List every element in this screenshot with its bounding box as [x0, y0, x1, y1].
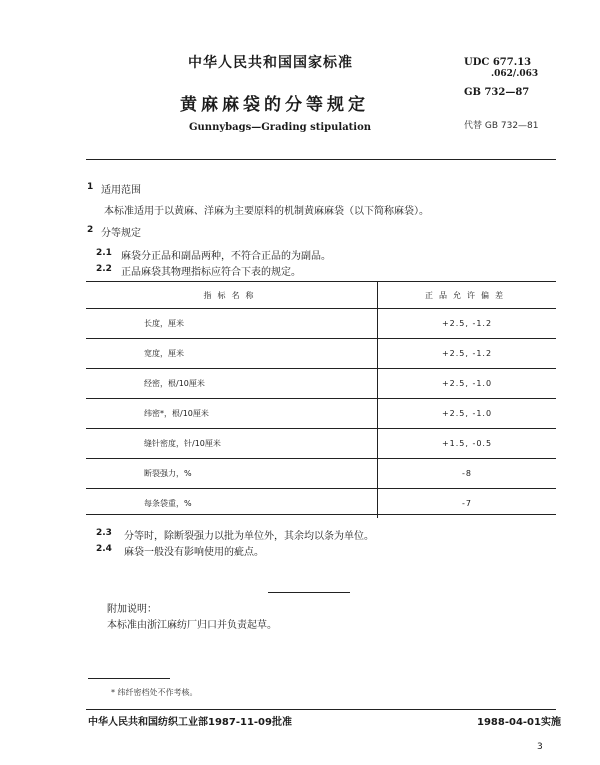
clause-2-3-number: 2.3	[96, 528, 112, 538]
row-indicator-name: 纬密*，根/10厘米	[86, 399, 378, 429]
section-end-rule	[268, 592, 350, 593]
row-indicator-name: 每条袋重，%	[86, 489, 378, 519]
replaces-note: 代替 GB 732—81	[464, 121, 539, 131]
appendix-text: 本标准由浙江麻纺厂归口并负责起草。	[107, 620, 277, 631]
section-1-body: 本标准适用于以黄麻、洋麻为主要原料的机制黄麻麻袋（以下简称麻袋）。	[104, 206, 429, 217]
row-tolerance-value: +1.5, -0.5	[378, 429, 557, 459]
table-row	[86, 339, 556, 369]
clause-2-4-text: 麻袋一般没有影响使用的疵点。	[124, 547, 264, 558]
document-title-en: Gunnybags—Grading stipulation	[189, 122, 372, 133]
footnote-rule	[88, 678, 170, 679]
row-indicator-name: 经密，根/10厘米	[86, 369, 378, 399]
appendix-label: 附加说明：	[107, 604, 157, 615]
table-row	[86, 399, 556, 429]
row-tolerance-value: -7	[378, 489, 557, 519]
clause-2-1-number: 2.1	[96, 248, 112, 258]
clause-2-3-text: 分等时，除断裂强力以批为单位外，其余均以条为单位。	[124, 531, 374, 542]
approval-line: 中华人民共和国纺织工业部1987-11-09批准	[88, 717, 292, 728]
row-indicator-name: 缝针密度，针/10厘米	[86, 429, 378, 459]
section-1-title: 适用范围	[101, 185, 141, 196]
table-header-indicator: 指标名称	[86, 282, 378, 309]
gb-number: GB 732—87	[464, 87, 530, 98]
clause-2-2-text: 正品麻袋其物理指标应符合下表的规定。	[121, 267, 301, 278]
section-2-number: 2	[87, 225, 94, 235]
table-row	[86, 369, 556, 399]
footnote: * 纬纤密档处不作考核。	[111, 688, 198, 697]
row-tolerance-value: +2.5, -1.2	[378, 339, 557, 369]
page-number: 3	[537, 742, 543, 752]
implementation-date: 1988-04-01实施	[477, 717, 561, 728]
table-row	[86, 309, 556, 339]
clause-2-4-number: 2.4	[96, 544, 112, 554]
footer-rule	[86, 709, 556, 710]
section-2-title: 分等规定	[101, 228, 141, 239]
table-header-row	[86, 282, 556, 309]
clause-2-1-text: 麻袋分正品和副品两种，不符合正品的为副品。	[121, 251, 331, 262]
clause-2-2-number: 2.2	[96, 264, 112, 274]
header-divider	[86, 159, 556, 160]
row-indicator-name: 断裂强力，%	[86, 459, 378, 489]
row-tolerance-value: +2.5, -1.0	[378, 369, 557, 399]
document-title-cn: 黄麻麻袋的分等规定	[180, 95, 369, 115]
table-header-tolerance: 正品允许偏差	[378, 282, 557, 309]
table-row	[86, 429, 556, 459]
row-tolerance-value: -8	[378, 459, 557, 489]
table-row	[86, 459, 556, 489]
row-indicator-name: 宽度，厘米	[86, 339, 378, 369]
row-indicator-name: 长度，厘米	[86, 309, 378, 339]
row-tolerance-value: +2.5, -1.0	[378, 399, 557, 429]
section-1-number: 1	[87, 182, 94, 192]
udc-code: UDC 677.13	[464, 57, 532, 68]
org-standard-title: 中华人民共和国国家标准	[188, 55, 353, 71]
table-bottom-rule	[86, 514, 556, 515]
row-tolerance-value: +2.5, -1.2	[441, 319, 493, 328]
udc-code-sub: .062/.063	[491, 69, 539, 79]
spec-table	[86, 282, 556, 518]
